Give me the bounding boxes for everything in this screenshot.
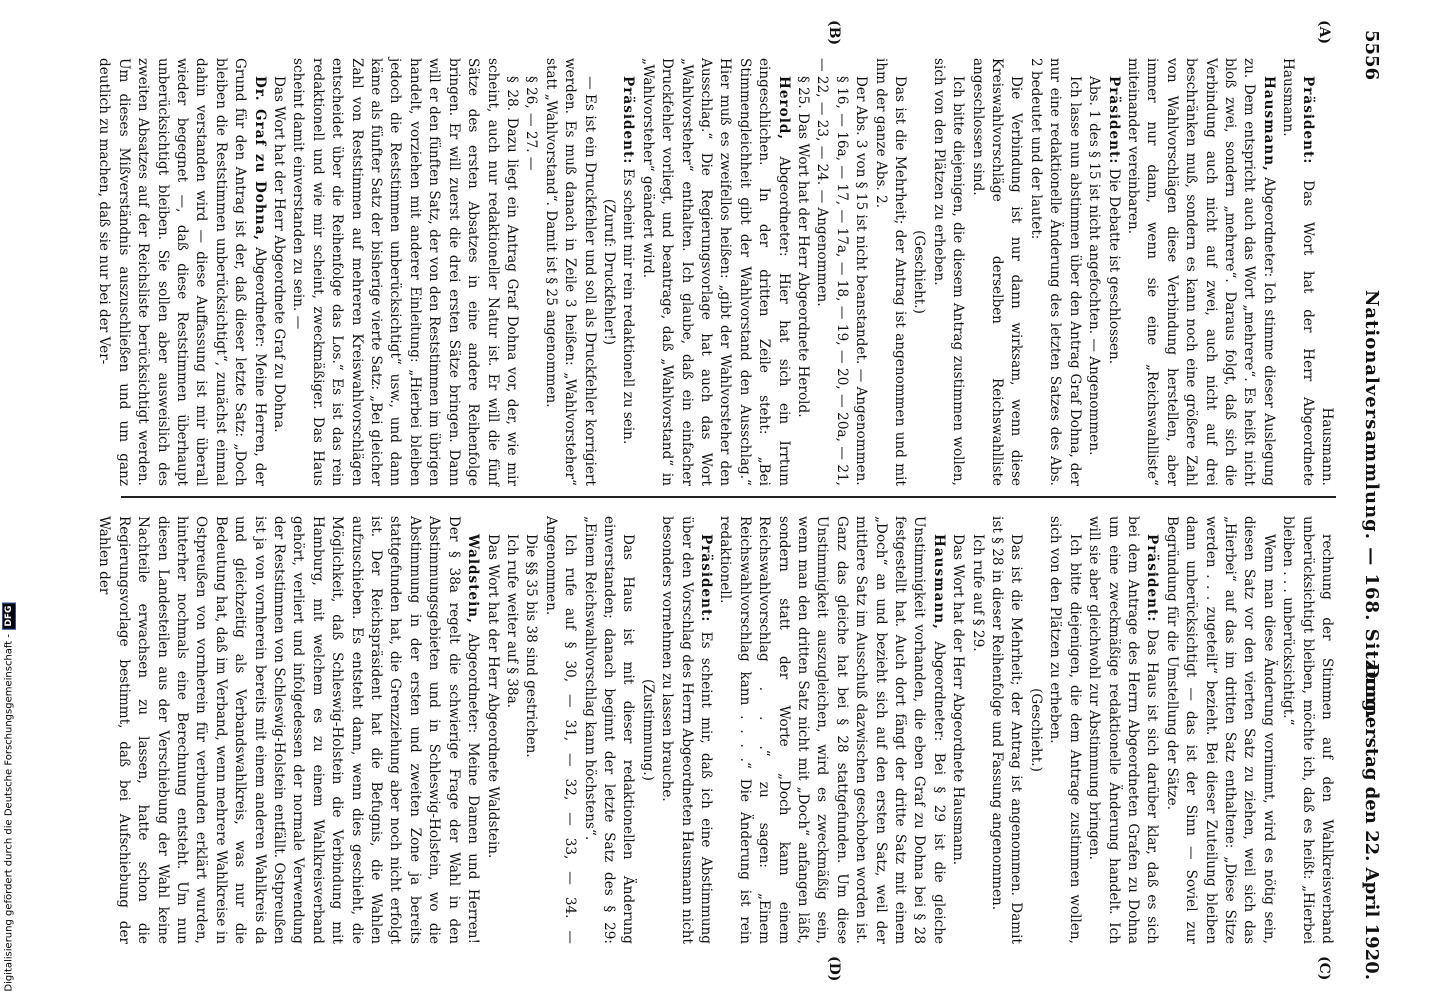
paragraph: Das ist die Mehrheit; der Antrag ist angenommen. Damit ist § 28 in dieser Reihenfolge und Fassung angenommen. (989, 516, 1025, 944)
paragraph: (Geschieht.) (911, 230, 928, 314)
paragraph: Präsident: Es scheint mir rein redaktionell zu sein. (620, 76, 637, 445)
paragraph: Ich rufe auf § 30, — 31, — 32, — 33, — 34. — Angenommen. (542, 516, 579, 944)
paragraph: Das Haus ist mit dieser redaktionellen Änderung einverstanden; danach beginnt der letzte Satz des § 29: „Einem Reichswahlvorschlag kann höchstens“. (581, 516, 637, 944)
paragraph: Das Wort hat der Herr Abgeordnete Waldstein. (484, 534, 501, 859)
paragraph: Das Wort hat der Herr Abgeordnete Hausmann. (950, 534, 967, 866)
scanned-page (92, 0, 1402, 1000)
paragraph: Herold, Abgeordneter: Hier hat sich ein Irrtum eingeschlichen. In der dritten Zeile steht: „Bei Stimmengleichheit gibt der Wahlvorstand den Ausschlag.“ Hier muß es zweifellos heißen: „gibt der Wahlvorsteher den Ausschlag.“ Die Regierungsvorlage hat auch das Wort „Wahlvorsteher“ enthalten. Ich glaube, daß ein einfacher Druckfehler vorliegt, und beantrage, daß „Wahlvorstand“ in „Wahlvorsteher“ geändert wird. (639, 58, 792, 486)
paragraph: Ich rufe weiter auf § 38a. (503, 534, 520, 709)
paragraph: — Es ist ein Druckfehler und soll als Druckfehler korrigiert werden. Es muß danach in Zeile 3 heißen: „Wahlvorsteher“ statt „Wahlvorstand“. Damit ist § 25 angenommen. (542, 58, 598, 486)
paragraph: Präsident: Die Debatte ist geschlossen. (1105, 76, 1122, 365)
left-text-column (96, 58, 1336, 486)
dfg-logo: DFG (2, 603, 16, 630)
paragraph: Präsident: Das Wort hat der Herr Abgeordnete Hausmann. (1280, 58, 1316, 486)
paragraph: Der Abs. 3 von § 15 ist nicht beanstandet. — Angenommen. (853, 76, 870, 486)
paragraph: § 28. Dazu liegt ein Antrag Graf Dohna vor, der, wie mir scheint, auch nur redaktioneller Natur ist. Er will die fünf Sätze des ersten Absatzes in eine andere Reihenfolge bringen. Er will zuerst die drei ersten Sätze bringen. Dann will er den fünften Satz, der von den Reststimmen im übrigen handelt, vorziehen mit anderer Einleitung: „Hierbei bleiben jedoch die Reststimmen unberücksichtigt“ usw., und dann käme als fünfter Satz der bisherige vierte Satz: „Bei gleicher Zahl von Reststimmen auf mehreren Kreiswahlvorschlägen entscheidet über die Reihenfolge das Los.“ Es ist das rein redaktionell und wie mir scheint, zweckmäßiger. Das Haus scheint damit einverstanden zu sein. — (290, 58, 520, 486)
page-number: 5556 (1361, 30, 1382, 81)
page-header (1346, 30, 1382, 980)
margin-marker-a: (A) (1316, 20, 1332, 45)
paragraph: § 25. Das Wort hat der Herr Abgeordnete Herold. (795, 76, 812, 418)
paragraph: (Zuruf: Druckfehler!) (600, 198, 617, 346)
paragraph: Wenn man diese Änderung vornimmt, wird es nötig sein, diesen Satz vor den vierten Satz zu ziehen, weil sich das „Hierbei“ auf das im dritten Satz enthaltene: „Diese Sitze werden . . . zugeteilt“ bezieht. Bei dieser Zuteilung bleiben dann unberücksichtigt — das ist der Sinn — Soviel zur Begründung für die Umstellung der Sätze. (1163, 516, 1277, 944)
margin-marker-b: (B) (826, 20, 842, 46)
paragraph: § 26, — 27. — (523, 76, 540, 171)
paragraph: (Geschieht.) (1027, 688, 1044, 772)
paragraph: Das ist die Mehrheit; der Antrag ist angenommen und mit ihm der ganze Abs. 2. (872, 58, 909, 486)
paragraph: rechnung der Stimmen auf den Wahlkreisverband unberücksichtigt bleiben, möchte ich, daß es heißt: „Hierbei bleiben . . . unberücksichtigt.“ (1280, 516, 1335, 944)
paragraph: Abs. 1 des § 15 ist nicht angefochten. — Angenommen. (1086, 76, 1103, 456)
paragraph: Präsident: Es scheint mir, daß ich eine Abstimmung über den Vorschlag des Herrn Abgeordneten Hausmann nicht besonders vornehmen zu lassen brauche. (659, 516, 714, 944)
paragraph: Ich bitte diejenigen, die diesem Antrag zustimmen wollen, sich von den Plätzen zu erheben. (930, 58, 967, 486)
paragraph: Ich rufe auf § 29. (969, 534, 986, 652)
paragraph: Ich bitte diejenigen, die dem Antrage zustimmen wollen, sich von den Plätzen zu erheben. (1047, 516, 1083, 944)
paragraph: (Zustimmung.) (639, 679, 656, 781)
paragraph: Dr. Graf zu Dohna, Abgeordneter: Meine Herren, der Grund für den Antrag ist der, daß dieser letzte Satz: „Doch bleiben die Reststimmen unberücksichtigt“, zunächst einmal dahin verstanden wird — diese Auffassung ist mir überall wieder begegnet —, daß diese Reststimmen überhaupt unberücksichtigt bleiben. Sie sollen aber ausweislich des zweiten Absatzes auf der Reichsliste berücksichtigt werden. Um dieses Mißverständnis auszuschließen und um ganz deutlich zu machen, daß sie nur bei der Ver- (96, 58, 268, 486)
paragraph: Hausmann. (1319, 407, 1335, 486)
right-text-column (96, 516, 1336, 944)
paragraph: Präsident: Das Haus ist sich darüber klar, daß es sich bei dem Antrage des Herrn Abgeordneten Grafen zu Dohna um eine zweckmäßige redaktionelle Änderung handelt. Ich will sie aber gleichwohl zur Abstimmung bringen. (1086, 516, 1161, 944)
margin-marker-d: (D) (826, 956, 842, 982)
paragraph: Die §§ 35 bis 38 sind gestrichen. (523, 534, 540, 758)
paragraph: § 16, — 16a, — 17, — 17a, — 18, — 19, — 20, — 20a, — 21, — 22, — 23, — 24. — Angenommen. (814, 58, 850, 486)
column-divider (121, 496, 1336, 498)
paragraph: Die Verbindung ist nur dann wirksam, wenn diese Kreiswahlvorschläge derselben Reichswahlliste angeschlossen sind. (969, 58, 1025, 486)
page-title: Nationalversammlung. — 168. Sitzung. (1361, 289, 1382, 721)
paragraph: Ich lasse nun abstimmen über den Antrag Graf Dohna, der nur eine redaktionelle Änderung des letzten Satzes des Abs. 2 bedeutet und der lautet: (1027, 58, 1083, 486)
paragraph: Hausmann, Abgeordneter: Bei § 29 ist die gleiche Unstimmigkeit vorhanden, die eben Graf zu Dohna bei § 28 festgestellt hat. Auch dort fängt der dritte Satz mit einem „Doch“ an und bezieht sich auf den ersten Satz, weil der mittlere Satz im Ausschuß dazwischen geschoben worden ist. Ganz das gleiche hat bei § 28 stattgefunden. Um diese Unstimmigkeit auszugleichen, wird es zweckmäßig sein, wenn man den dritten Satz nicht mit „Doch“ anfangen läßt, sondern statt der Worte „Doch kann einem Reichswahlvorschlag . . .“ zu sagen: „Einem Reichswahlvorschlag kann . . . .“ Die Änderung ist rein redaktionell. (717, 516, 947, 944)
paragraph: Hausmann, Abgeordneter: Ich stimme dieser Auslegung zu. Dem entspricht auch das Wort „mehrere“. Es heißt nicht bloß zwei, sondern „mehrere“. Daraus folgt, daß sich die Verbindung auch nicht auf zwei, auch nicht auf drei beschränken muß, sondern es kann noch eine größere Zahl von Wahlvorschlägen diese Verbindung herstellen, aber immer nur dann, wenn sie eine „Reichswahlliste“ miteinander vereinbaren. (1124, 58, 1277, 486)
paragraph: Waldstein, Abgeordneter: Meine Damen und Herren! Der § 38a regelt die schwierige Frage der Wahl in den Abstimmungsgebieten und in Schleswig-Holstein, wo die Abstimmung in der ersten und zweiten Zone ja bereits stattgefunden hat, die Grenzziehung aber noch nicht erfolgt ist. Der Reichspräsident hat die Befugnis, die Wahlen aufzuschieben. Es entsteht dann, wenn dies geschieht, die Möglichkeit, daß Schleswig-Holstein die Verbindung mit Hamburg, mit welchem es zu einem Wahlkreisverband gehört, verliert und infolgedessen der normale Verwendung der Reststimmen von Schleswig-Holstein entfällt. Ostpreußen ist ja von vornherein bereits mit einem anderen Wahlkreis da und gleichzeitig als Verbandswahlkreis, was nur die Bedeutung hat, daß im Verband, wenn mehrere Wahlkreise in Ostpreußen von vornherein für verbunden erklärt wurden, hinterher nochmals eine Berechnung entsteht. Um nun diesen Landesteilen aus der Verschiebung der Wahl keine Nachteile erwachsen zu lassen, hatte schon die Regierungsvorlage bestimmt, daß bei Aufschiebung der Wahlen der (96, 516, 482, 944)
margin-marker-c: (C) (1316, 956, 1332, 981)
paragraph: Das Wort hat der Herr Abgeordnete Graf zu Dohna. (271, 76, 288, 433)
session-date: Donnerstag den 22. April 1920. (1361, 662, 1382, 980)
credit-text: Digitalisierung gefördert durch die Deutsche Forschungsgemeinschaft - (3, 634, 15, 992)
digitization-credit (2, 603, 16, 992)
